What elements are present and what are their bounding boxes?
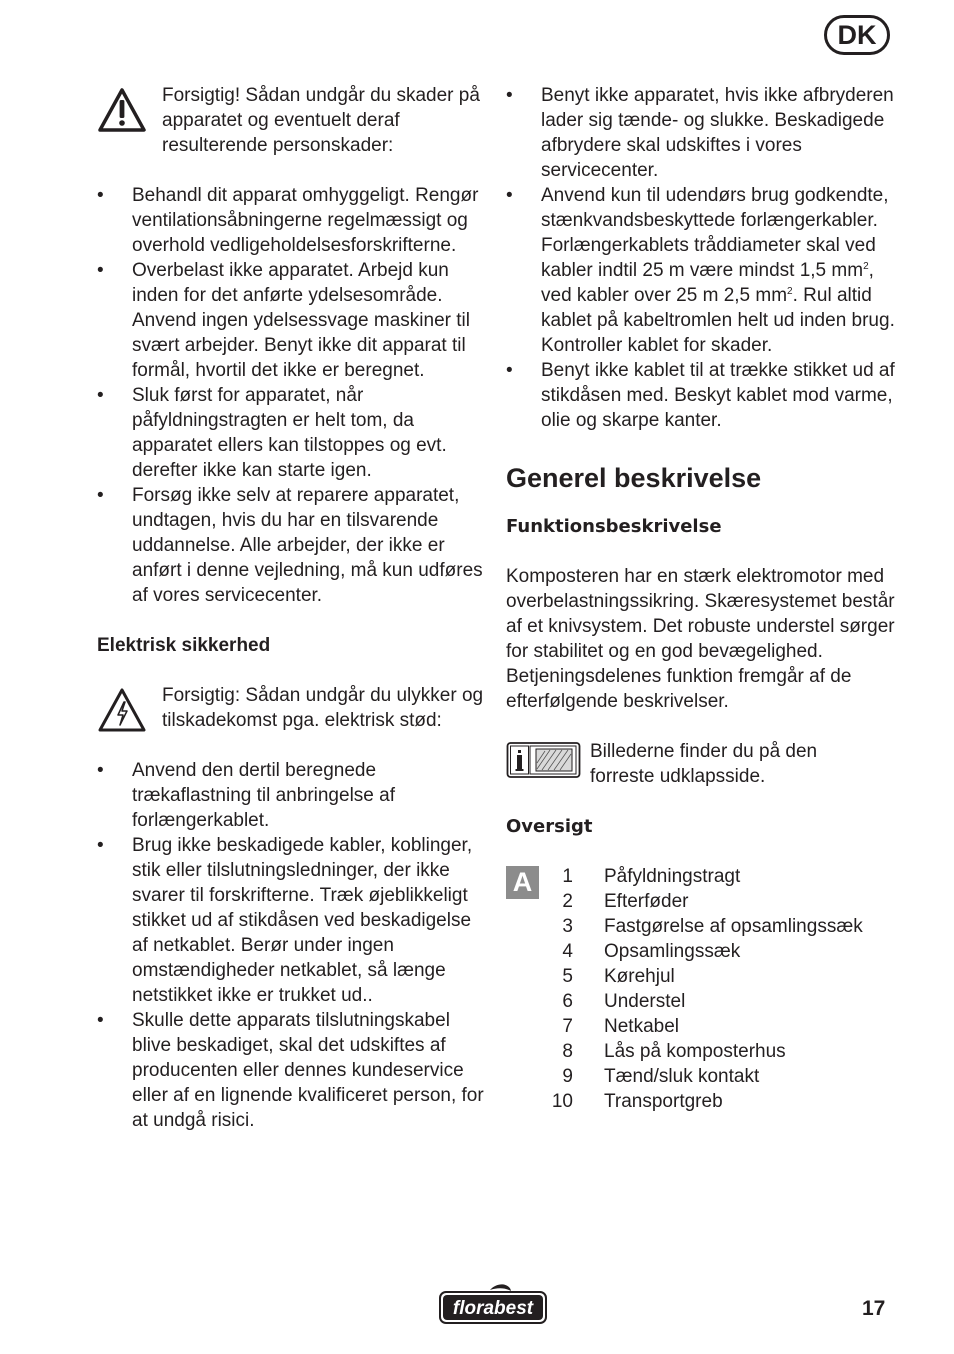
function-paragraph-2: Betjeningsdelenes funktion fremgår af de efterfølgende beskrivelser. bbox=[506, 666, 852, 712]
info-text: Billederne finder du på den forreste udklapsside. bbox=[590, 741, 818, 787]
list-item-text-part: Anvend kun til udendørs brug godkendte, stænkvandsbeskyttede forlængerkabler. Forlængerkablets tråddiameter skal ved kabler indtil 25 m være mindst 1,5 mm bbox=[541, 185, 889, 281]
list-item-text: Overbelast ikke apparatet. Arbejd kun inden for det anførte ydelsesområde. Anvend ingen ydelsessvage maskiner til svært arbejder. Benyt ikke dit apparat til formål, hvortil det ikke er beregnet. bbox=[132, 260, 470, 381]
warning-block-general bbox=[97, 83, 487, 158]
item-number: 1 bbox=[562, 866, 573, 887]
list-item-text: Skulle dette apparats tilslutningskabel blive beskadiget, skal det udskiftes af producenten eller dennes kundeservice eller af en lignende kvalificeret person, for at undgå risici. bbox=[132, 1010, 484, 1131]
overview-row bbox=[547, 1014, 863, 1039]
list-item-text: Sluk først for apparatet, når påfyldningstragten er helt tom, da apparatet ellers kan tilstoppes og evt. derefter ikke kan starte igen. bbox=[132, 385, 447, 481]
overview-row bbox=[547, 1064, 863, 1089]
overview-row bbox=[547, 939, 863, 964]
list-item-text: Benyt ikke apparatet, hvis ikke afbryderen lader sig tænde- og slukke. Beskadigede afbrydere skal udskiftes i vores servicecenter. bbox=[541, 85, 894, 181]
item-label: Opsamlingssæk bbox=[604, 941, 741, 962]
warning-text: Forsigtig! Sådan undgår du skader på apparatet og eventuelt deraf resulterende personskader: bbox=[162, 85, 480, 156]
warning-text: Forsigtig: Sådan undgår du ulykker og tilskadekomst pga. elektrisk stød: bbox=[162, 685, 484, 731]
list-item-text-part: . Rul altid kablet på kabeltromlen helt ud inden brug. Kontroller kablet for skader. bbox=[541, 285, 895, 356]
item-number: 2 bbox=[562, 891, 573, 912]
item-number: 6 bbox=[562, 991, 573, 1012]
subheading-function: Funktionsbeskrivelse bbox=[506, 516, 722, 537]
language-badge: DK bbox=[824, 15, 890, 55]
item-number: 8 bbox=[562, 1041, 573, 1062]
item-label: Transportgreb bbox=[604, 1091, 723, 1112]
page-number: 17 bbox=[862, 1297, 886, 1320]
list-item: • Benyt ikke apparatet, hvis ikke afbryderen lader sig tænde- og slukke. Beskadigede afbrydere skal udskiftes i vores servicecenter. bbox=[506, 85, 894, 181]
item-number: 10 bbox=[551, 1091, 573, 1112]
item-number: 7 bbox=[562, 1016, 573, 1037]
warning-block-electric bbox=[97, 683, 487, 733]
list-item: • Brug ikke beskadigede kabler, koblinger, stik eller tilslutningsledninger, der ikke svarer til forskrifterne. Træk øjeblikkeligt stikket ud af stikdåsen ved beskadigelse af netkablet. Berør under ingen omstændigheder netkablet, så længe netstikket ikke er trukket ud.. bbox=[97, 835, 473, 1006]
list-item: • Sluk først for apparatet, når påfyldningstragten er helt tom, da apparatet ellers kan tilstoppes og evt. derefter ikke kan starte igen. bbox=[97, 385, 447, 481]
overview-row bbox=[547, 964, 863, 989]
overview-list bbox=[506, 864, 896, 1114]
item-number: 4 bbox=[562, 941, 573, 962]
right-column bbox=[506, 83, 896, 1114]
info-block bbox=[506, 739, 896, 789]
figure-letter-badge: A bbox=[506, 866, 539, 899]
item-label: Fastgørelse af opsamlingssæk bbox=[604, 916, 863, 937]
warning-triangle-icon bbox=[97, 87, 147, 133]
item-label: Påfyldningstragt bbox=[604, 866, 741, 887]
list-item: • Overbelast ikke apparatet. Arbejd kun inden for det anførte ydelsesområde. Anvend ingen ydelsessvage maskiner til svært arbejder. Benyt ikke dit apparat til formål, hvortil det ikke er beregnet. bbox=[97, 260, 470, 381]
item-label: Tænd/sluk kontakt bbox=[604, 1066, 760, 1087]
item-label: Efterføder bbox=[604, 891, 689, 912]
superscript: 2 bbox=[863, 261, 869, 272]
item-number: 9 bbox=[562, 1066, 573, 1087]
list-item: • Skulle dette apparats tilslutningskabel blive beskadiget, skal det udskiftes af producenten eller dennes kundeservice eller af en lignende kvalificeret person, for at undgå risici. bbox=[97, 1010, 484, 1131]
superscript: 2 bbox=[787, 286, 793, 297]
list-item-text: Brug ikke beskadigede kabler, koblinger, stik eller tilslutningsledninger, der ikke svarer til forskrifterne. Træk øjeblikkeligt stikket ud af stikdåsen ved beskadigelse af netkablet. Berør under ingen omstændigheder netkablet, så længe netstikket ikke er trukket ud.. bbox=[132, 835, 473, 1006]
overview-row bbox=[547, 1089, 863, 1114]
item-label: Lås på komposterhus bbox=[604, 1041, 786, 1062]
left-column bbox=[97, 83, 487, 1133]
logo-text: florabest bbox=[452, 1298, 534, 1319]
item-label: Netkabel bbox=[604, 1016, 679, 1037]
list-item: • Forsøg ikke selv at reparere apparatet, undtagen, hvis du har en tilsvarende uddannelse. Alle arbejder, der ikke er anført i denne vejledning, må kun udføres af vores servicecenter. bbox=[97, 485, 483, 606]
item-number: 5 bbox=[562, 966, 573, 987]
list-item: • Anvend den dertil beregnede trækaflastning til anbringelse af forlængerkablet. bbox=[97, 760, 395, 831]
overview-items bbox=[547, 864, 863, 1114]
list-item: • Anvend kun til udendørs brug godkendte, stænkvandsbeskyttede forlængerkabler. Forlængerkablets tråddiameter skal ved kabler indtil 25 m være mindst 1,5 $mm^2$, ved kabler over 25 m 2,5 $mm^2$. Rul altid kablet på kabeltromlen helt ud inden brug. Kontroller kablet for skader. bbox=[506, 185, 895, 356]
list-item-text: Behandl dit apparat omhyggeligt. Rengør ventilationsåbningerne regelmæssigt og overhold vedligeholdelsesforskrifterne. bbox=[132, 185, 479, 256]
item-label: Understel bbox=[604, 991, 686, 1012]
electric-safety-list bbox=[97, 758, 487, 1133]
electric-warning-icon bbox=[97, 687, 147, 733]
list-item-text: Forsøg ikke selv at reparere apparatet, undtagen, hvis du har en tilsvarende uddannelse. Alle arbejder, der ikke er anført i denne vejledning, må kun udføres af vores servicecenter. bbox=[132, 485, 483, 606]
list-item-text-part: , ved kabler over 25 m 2,5 mm bbox=[541, 260, 874, 306]
safety-list bbox=[97, 183, 487, 608]
function-paragraph: Komposteren har en stærk elektromotor med overbelastningssikring. Skæresystemet består af et knivsystem. Det robuste understel sørger for stabilitet og en god bevægelighed. bbox=[506, 566, 895, 662]
overview-row bbox=[547, 914, 863, 939]
list-item: • Behandl dit apparat omhyggeligt. Rengør ventilationsåbningerne regelmæssigt og overhold vedligeholdelsesforskrifterne. bbox=[97, 185, 479, 256]
subheading-overview: Oversigt bbox=[506, 816, 593, 837]
section-heading-general: Generel beskrivelse bbox=[506, 463, 762, 493]
list-item-text: Benyt ikke kablet til at trække stikket ud af stikdåsen med. Beskyt kablet mod varme, olie og skarpe kanter. bbox=[541, 360, 895, 431]
list-item-text: Anvend den dertil beregnede trækaflastning til anbringelse af forlængerkablet. bbox=[132, 760, 395, 831]
item-number: 3 bbox=[562, 916, 573, 937]
overview-row bbox=[547, 864, 863, 889]
safety-list-continued bbox=[506, 83, 896, 433]
overview-row bbox=[547, 1039, 863, 1064]
section-heading-electric: Elektrisk sikkerhed bbox=[97, 635, 271, 656]
item-label: Kørehjul bbox=[604, 966, 675, 987]
list-item-text bbox=[541, 185, 895, 356]
list-item: • Benyt ikke kablet til at trække stikket ud af stikdåsen med. Beskyt kablet mod varme, olie og skarpe kanter. bbox=[506, 360, 895, 431]
florabest-logo bbox=[438, 1282, 548, 1326]
overview-row bbox=[547, 889, 863, 914]
info-foldout-icon bbox=[506, 739, 581, 779]
overview-row bbox=[547, 989, 863, 1014]
